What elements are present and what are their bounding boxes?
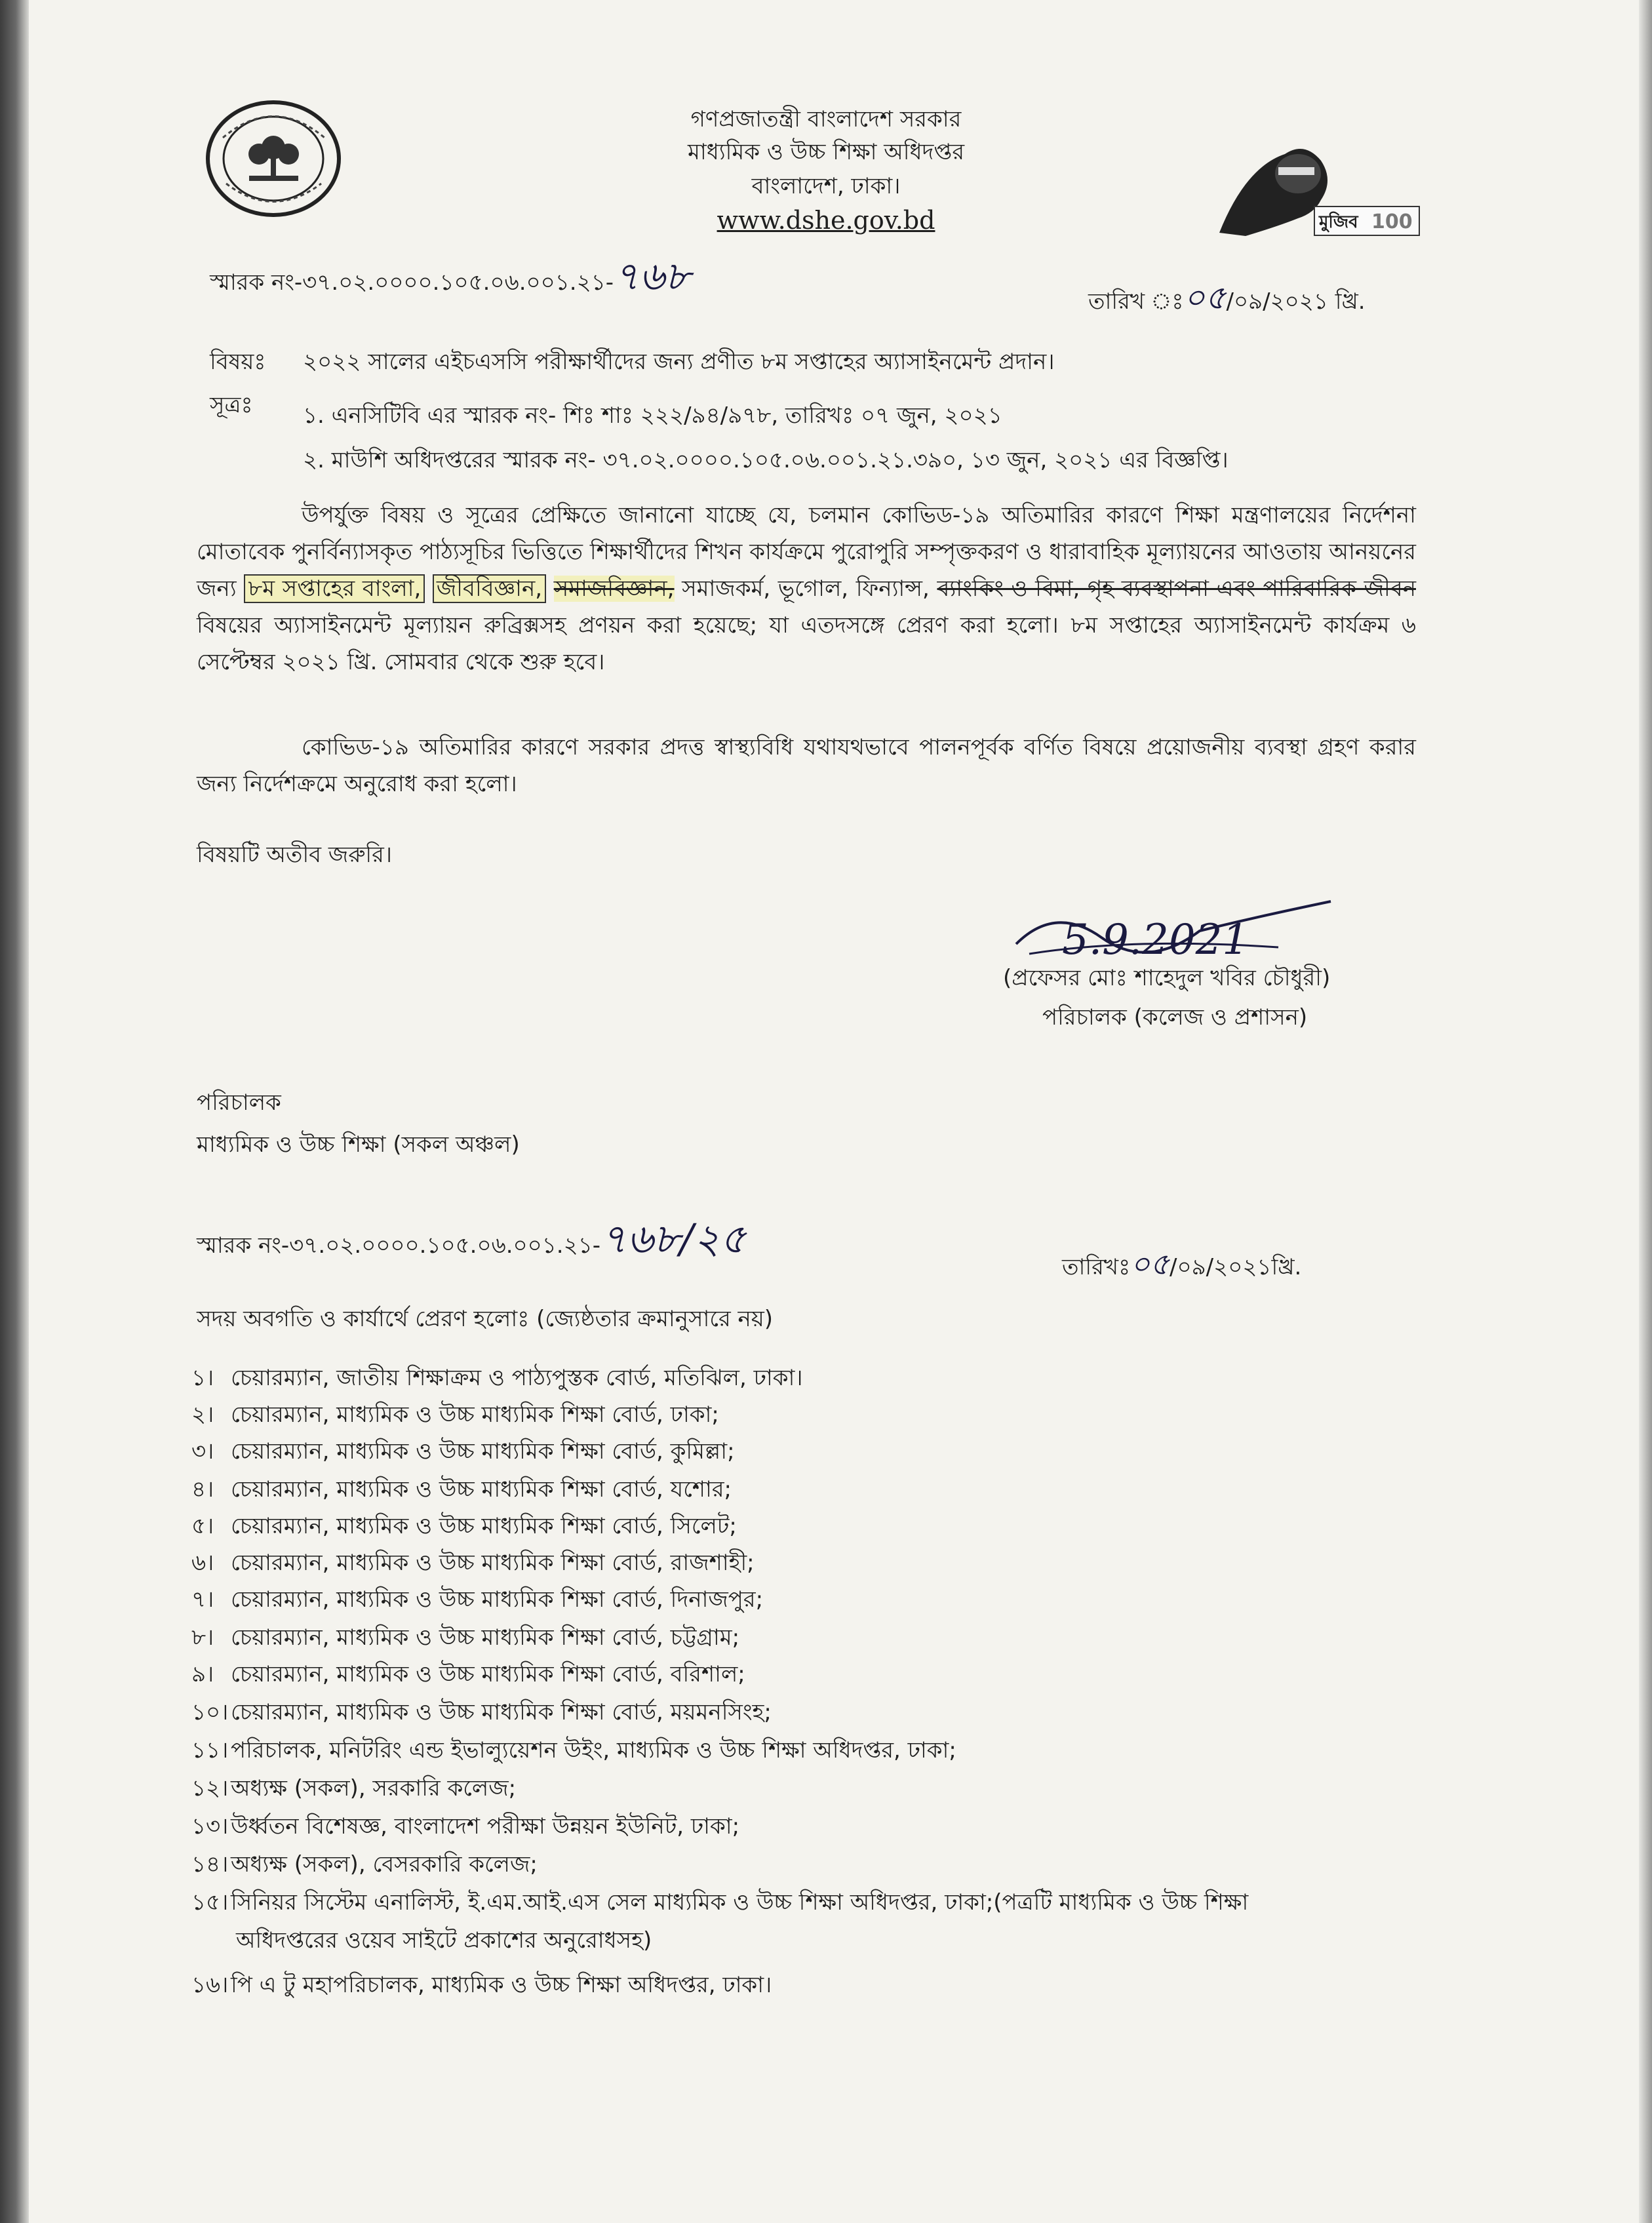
list-item-number: ৯।	[191, 1661, 214, 1687]
body-paragraph-1-intro: উপর্যুক্ত বিষয় ও সূত্রের প্রেক্ষিতে জানানো যাচ্ছে যে, চলমান কোভিড-১৯ অতিমারির কারণে শিক্ষা মন্ত্রণালয়ের নির্দেশনা মোতাবেক পুনর্বিন্যাসকৃত পাঠ্যসূচির ভিত্তিতে শিক্ষার্থীদের শিখন কার্যক্রমে পুরোপুরি সম্পৃক্তকরণ ও ধারাবাহিক মূল্যায়নের আওতায় আনয়নের জন্য	[197, 502, 1416, 602]
body-paragraph-1	[197, 497, 1416, 680]
body-paragraph-1-outro: বিষয়ের অ্যাসাইনমেন্ট মূল্যায়ন রুব্রিক্সসহ প্রণয়ন করা হয়েছে; যা এতদসঙ্গে প্রেরণ করা হলো। ৮ম সপ্তাহের অ্যাসাইনমেন্ট কার্যক্রম ৬ সেপ্টেম্বর ২০২১ খ্রি. সোমবার থেকে শুরু হবে।	[197, 612, 1416, 675]
list-item-number: ১৪।	[191, 1851, 229, 1878]
signature-date: 5.9.2021	[1062, 916, 1249, 964]
list-item-number: ৫।	[191, 1513, 214, 1539]
list-item-text: চেয়ারম্যান, মাধ্যমিক ও উচ্চ মাধ্যমিক শিক্ষা বোর্ড, বরিশাল;	[231, 1661, 745, 1687]
list-item-text: চেয়ারম্যান, মাধ্যমিক ও উচ্চ মাধ্যমিক শিক্ষা বোর্ড, সিলেট;	[231, 1513, 737, 1539]
body-paragraph-3: বিষয়টি অতীব জরুরি।	[197, 842, 392, 868]
list-item-number: ৬।	[191, 1550, 214, 1576]
body-paragraph-2: কোভিড-১৯ অতিমারির কারণে সরকার প্রদত্ত স্বাস্থ্যবিধি যথাযথভাবে পালনপূর্বক বর্ণিত বিষয়ে প্রয়োজনীয় ব্যবস্থা গ্রহণ করার জন্য নির্দেশক্রমে অনুরোধ করা হলো।	[197, 734, 1416, 797]
header-location: বাংলাদেশ, ঢাকা।	[751, 173, 901, 199]
memo2-date-label: তারিখঃ	[1062, 1254, 1131, 1280]
list-item-number: ৪।	[191, 1476, 214, 1503]
source-item-2: ২. মাউশি অধিদপ্তরের স্মারক নং- ৩৭.০২.০০০০.১০৫.০৬.০০১.২১.৩৯০, ১৩ জুন, ২০২১ এর বিজ্ঞপ্তি।	[303, 447, 1229, 473]
list-item-number: ২।	[191, 1402, 214, 1428]
list-item	[191, 1812, 739, 1841]
memo-ref-printed: স্মারক নং-৩৭.০২.০০০০.১০৫.০৬.০০১.২১-	[210, 269, 614, 296]
list-item-number: ৮।	[191, 1624, 214, 1651]
subject-label: বিষয়ঃ	[210, 349, 266, 375]
cc-intro: সদয় অবগতি ও কার্যার্থে প্রেরণ হলোঃ (জ্যেষ্ঠতার ক্রমানুসারে নয়)	[197, 1306, 774, 1332]
header-website: www.dshe.gov.bd	[717, 206, 935, 235]
header-directorate: মাধ্যমিক ও উচ্চ শিক্ষা অধিদপ্তর	[687, 139, 965, 165]
list-item	[191, 1475, 732, 1504]
signatory-name: (প্রফেসর মোঃ শাহেদুল খবির চৌধুরী)	[1003, 965, 1331, 991]
mujib-logo-number: 100	[1371, 210, 1413, 233]
subject-text: ২০২২ সালের এইচএসসি পরীক্ষার্থীদের জন্য প্রণীত ৮ম সপ্তাহের অ্যাসাইনমেন্ট প্রদান।	[303, 349, 1055, 375]
list-item	[191, 1437, 735, 1466]
list-item-number: ১৫।	[191, 1889, 229, 1916]
list-item	[191, 1660, 745, 1689]
list-item	[191, 1512, 737, 1541]
memo2-date-handwritten: ০৫	[1130, 1246, 1170, 1282]
list-item-text: সিনিয়র সিস্টেম এনালিস্ট, ই.এম.আই.এস সেল মাধ্যমিক ও উচ্চ শিক্ষা অধিদপ্তর, ঢাকা;(পত্রটি মাধ্যমিক ও উচ্চ শিক্ষা	[231, 1889, 1249, 1916]
list-item-number: ১৩।	[191, 1813, 229, 1839]
memo-date-label: তারিখ ঃ	[1088, 288, 1184, 315]
list-item-number: ৩।	[191, 1438, 214, 1465]
list-item-number: ১০।	[191, 1699, 229, 1725]
list-item	[191, 1736, 956, 1765]
list-item	[191, 1850, 538, 1879]
memo-ref-number	[210, 254, 690, 300]
list-item-text: চেয়ারম্যান, মাধ্যমিক ও উচ্চ মাধ্যমিক শিক্ষা বোর্ড, রাজশাহী;	[231, 1550, 755, 1576]
list-item-number: ১১।	[191, 1737, 229, 1763]
memo2-date	[1062, 1246, 1302, 1282]
list-item	[191, 1698, 772, 1727]
list-item-text: চেয়ারম্যান, মাধ্যমিক ও উচ্চ মাধ্যমিক শিক্ষা বোর্ড, দিনাজপুর;	[231, 1586, 764, 1613]
signatory-title: পরিচালক (কলেজ ও প্রশাসন)	[1042, 1004, 1308, 1031]
list-item-text: চেয়ারম্যান, মাধ্যমিক ও উচ্চ মাধ্যমিক শিক্ষা বোর্ড, ময়মনসিংহ;	[231, 1699, 772, 1725]
list-item-number: ১২।	[191, 1775, 229, 1801]
list-item-number: ১৬।	[191, 1972, 229, 1998]
mujib-logo-label: মুজিব	[1319, 212, 1358, 232]
list-item-text: চেয়ারম্যান, মাধ্যমিক ও উচ্চ মাধ্যমিক শিক্ষা বোর্ড, কুমিল্লা;	[231, 1438, 735, 1465]
list-item	[191, 1888, 1248, 1917]
body-paragraph-1-struck-subject: সমাজবিজ্ঞান,	[553, 576, 675, 602]
body-paragraph-1-boxed-subject: ৮ম সপ্তাহের বাংলা,	[244, 574, 425, 603]
source-item-1: ১. এনসিটিবি এর স্মারক নং- শিঃ শাঃ ২২২/৯৪/৯৭৮, তারিখঃ ০৭ জুন, ২০২১	[303, 403, 1002, 429]
list-item	[191, 1548, 755, 1577]
recipient-office: মাধ্যমিক ও উচ্চ শিক্ষা (সকল অঞ্চল)	[197, 1131, 520, 1158]
list-item-text: অধ্যক্ষ (সকল), সরকারি কলেজ;	[231, 1775, 517, 1801]
list-item	[191, 1364, 803, 1392]
list-item-text: চেয়ারম্যান, মাধ্যমিক ও উচ্চ মাধ্যমিক শিক্ষা বোর্ড, যশোর;	[231, 1476, 732, 1503]
body-paragraph-1-boxed-subject-2: জীববিজ্ঞান,	[433, 574, 546, 603]
memo2-ref-handwritten: ৭৬৮/২৫	[600, 1215, 747, 1263]
body-paragraph-1-struck-subjects: ব্যাংকিং ও বিমা, গৃহ ব্যবস্থাপনা এবং পারিবারিক জীবন	[937, 576, 1416, 602]
list-item	[191, 1774, 516, 1803]
list-item-text: উর্ধ্বতন বিশেষজ্ঞ, বাংলাদেশ পরীক্ষা উন্নয়ন ইউনিট, ঢাকা;	[231, 1813, 740, 1839]
memo-ref-handwritten: ৭৬৮	[614, 254, 690, 300]
list-item-text: পরিচালক, মনিটরিং এন্ড ইভাল্যুয়েশন উইং, মাধ্যমিক ও উচ্চ শিক্ষা অধিদপ্তর, ঢাকা;	[231, 1737, 956, 1763]
list-item	[191, 1971, 772, 1999]
list-item-number: ৭।	[191, 1586, 214, 1613]
header-government: গণপ্রজাতন্ত্রী বাংলাদেশ সরকার	[690, 106, 962, 132]
memo2-ref-printed: স্মারক নং-৩৭.০২.০০০০.১০৫.০৬.০০১.২১-	[197, 1232, 601, 1259]
memo-date	[1088, 279, 1366, 317]
scan-edge-right	[1639, 0, 1652, 2223]
list-item-text: পি এ টু মহাপরিচালক, মাধ্যমিক ও উচ্চ শিক্ষা অধিদপ্তর, ঢাকা।	[231, 1972, 772, 1998]
list-item-number: ১।	[191, 1365, 214, 1391]
sources-label: সূত্রঃ	[210, 392, 253, 418]
list-item-text: অধ্যক্ষ (সকল), বেসরকারি কলেজ;	[231, 1851, 538, 1878]
list-item	[191, 1623, 739, 1652]
scan-edge-left	[0, 0, 29, 2223]
recipient-title: পরিচালক	[197, 1090, 281, 1116]
list-item	[191, 1400, 719, 1429]
list-item-text: চেয়ারম্যান, জাতীয় শিক্ষাক্রম ও পাঠ্যপুস্তক বোর্ড, মতিঝিল, ঢাকা।	[231, 1365, 803, 1391]
memo2-date-printed: /০৯/২০২১খ্রি.	[1170, 1254, 1302, 1280]
memo-date-handwritten: ০৫	[1183, 279, 1227, 317]
memo-date-printed: /০৯/২০২১ খ্রি.	[1226, 288, 1366, 315]
list-item-continuation: অধিদপ্তরের ওয়েব সাইটে প্রকাশের অনুরোধসহ)	[236, 1927, 652, 1954]
list-item	[191, 1585, 763, 1614]
memo2-ref-number	[197, 1215, 747, 1263]
body-paragraph-1-subjects: সমাজকর্ম, ভূগোল, ফিন্যান্স,	[682, 576, 930, 602]
list-item-text: চেয়ারম্যান, মাধ্যমিক ও উচ্চ মাধ্যমিক শিক্ষা বোর্ড, ঢাকা;	[231, 1402, 719, 1428]
list-item-text: চেয়ারম্যান, মাধ্যমিক ও উচ্চ মাধ্যমিক শিক্ষা বোর্ড, চট্টগ্রাম;	[231, 1624, 740, 1651]
